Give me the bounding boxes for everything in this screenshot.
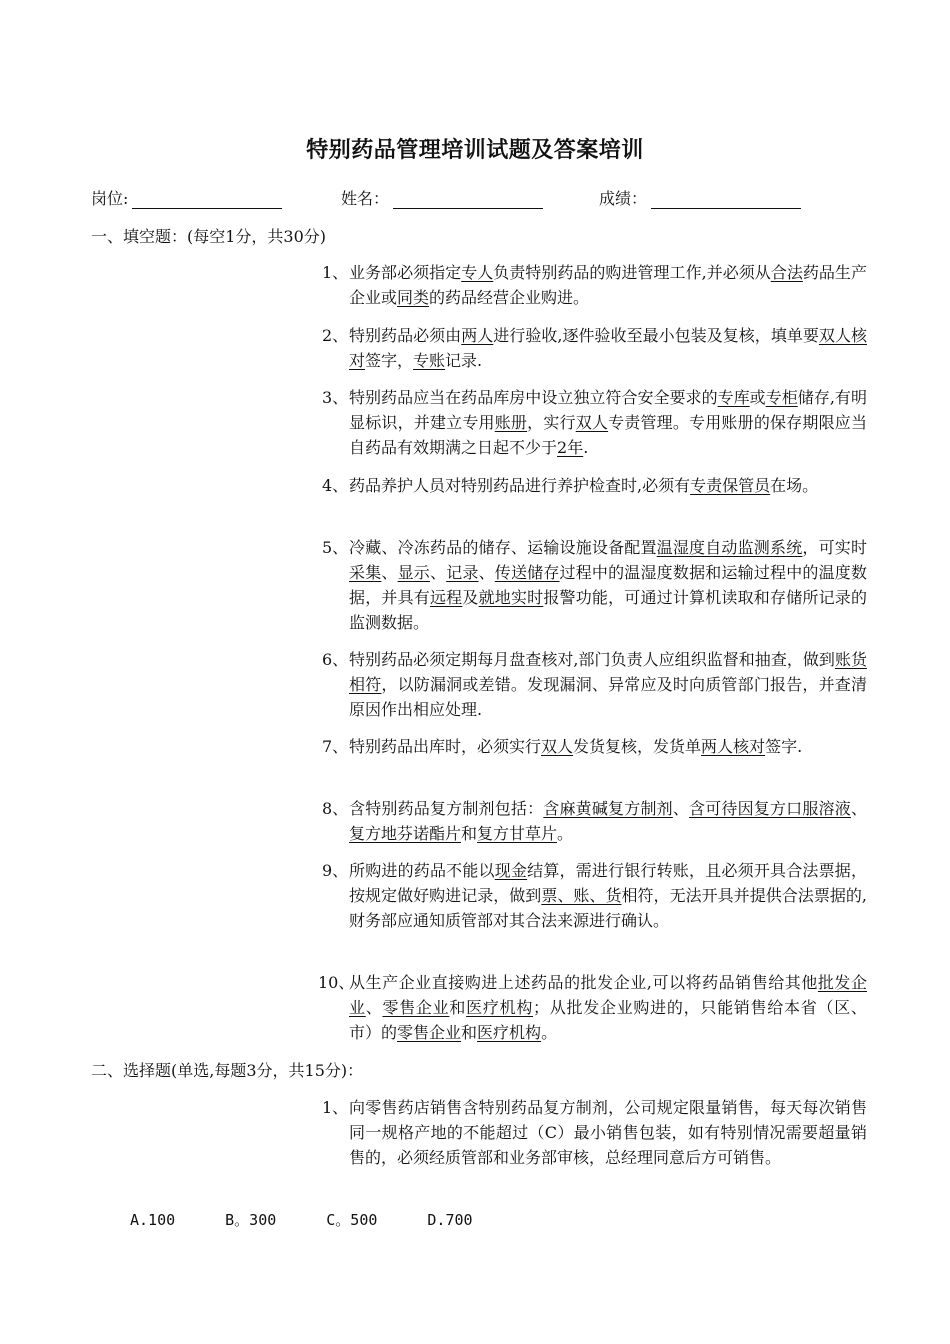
question-text: 特别药品必须由两人进行验收,逐件验收至最小包装及复核，填单要双人核对签字，专账记录. <box>349 326 867 370</box>
question-4 <box>322 473 867 498</box>
question-9 <box>322 858 867 933</box>
position-field <box>91 186 282 209</box>
answer: 合法 <box>770 263 803 282</box>
page-title: 特别药品管理培训试题及答案培训 <box>306 138 644 163</box>
answer: 票、账、货 <box>541 886 622 905</box>
option-a: A.100 <box>130 1211 176 1229</box>
answer: 记录 <box>446 563 479 582</box>
answer: 专库 <box>717 388 750 407</box>
name-label: 姓名： <box>341 189 390 208</box>
question-number: 8、 <box>322 799 349 818</box>
question-text: 业务部必须指定专人负责特别药品的购进管理工作,并必须从合法药品生产企业或同类的药品经营企业购进。 <box>349 263 867 307</box>
question-2 <box>322 323 867 373</box>
question-text: 冷藏、冷冻药品的储存、运输设施设备配置温湿度自动监测系统，可实时采集、显示、记录、传送储存过程中的温湿度数据和运输过程中的温度数据，并具有远程及就地实时报警功能，可通过计算机读取和存储所记录的监测数据。 <box>349 538 867 632</box>
choice-options <box>130 1209 523 1230</box>
answer: 医疗机构 <box>466 998 534 1017</box>
choice-question-1 <box>322 1095 867 1170</box>
question-text: 含特别药品复方制剂包括：含麻黄碱复方制剂、含可待因复方口服溶液、复方地芬诺酯片和复方甘草片。 <box>349 799 867 843</box>
question-number: 1、 <box>322 263 349 282</box>
question-number: 9、 <box>322 861 349 880</box>
position-blank <box>132 192 282 209</box>
option-c: C。500 <box>326 1211 378 1229</box>
answer: 采集 <box>349 563 382 582</box>
answer: 现金 <box>494 861 528 880</box>
question-number: 1、 <box>322 1098 349 1117</box>
position-label: 岗位: <box>91 189 129 208</box>
answer: 两人核对 <box>701 737 766 756</box>
question-10 <box>318 970 867 1045</box>
answer: 双人 <box>541 737 574 756</box>
score-blank <box>651 192 801 209</box>
question-number: 6、 <box>322 650 349 669</box>
answer: 医疗机构 <box>477 1023 542 1042</box>
option-b: B。300 <box>225 1211 277 1229</box>
section-choice-heading: 二、选择题(单选,每题3分，共15分)： <box>91 1061 364 1080</box>
question-text: 特别药品必须定期每月盘查核对,部门负责人应组织监督和抽查，做到账货相符，以防漏洞或差错。发现漏洞、异常应及时向质管部门报告，并查清原因作出相应处理. <box>349 650 867 719</box>
answer: 批发企业 <box>349 973 867 1017</box>
answer: 专责保管员 <box>690 476 771 495</box>
answer: 零售企业 <box>397 1023 462 1042</box>
info-row <box>91 186 871 210</box>
question-8 <box>322 796 867 846</box>
score-field <box>599 186 801 209</box>
question-3 <box>322 385 867 460</box>
question-number: 2、 <box>322 326 349 345</box>
question-7 <box>322 734 867 759</box>
question-text: 特别药品出库时，必须实行双人发货复核，发货单两人核对签字. <box>349 737 803 756</box>
question-text: 从生产企业直接购进上述药品的批发企业,可以将药品销售给其他批发企业、零售企业和医疗机构；从批发企业购进的，只能销售给本省（区、市）的零售企业和医疗机构。 <box>349 973 867 1042</box>
answer: 零售企业 <box>382 998 450 1017</box>
answer: 专账 <box>413 351 446 370</box>
score-label: 成绩： <box>599 189 648 208</box>
question-text: 药品养护人员对特别药品进行养护检查时,必须有专责保管员在场。 <box>349 476 819 495</box>
question-number: 3、 <box>322 388 349 407</box>
section-fill-in-heading: 一、填空题：(每空1分，共30分) <box>91 227 327 246</box>
question-text: 所购进的药品不能以现金结算，需进行银行转账，且必须开具合法票据，按规定做好购进记录，做到票、账、货相符，无法开具并提供合法票据的,财务部应通知质管部对其合法来源进行确认。 <box>349 861 867 930</box>
question-1 <box>322 260 867 310</box>
question-number: 5、 <box>322 538 349 557</box>
question-text: 特别药品应当在药品库房中设立独立符合安全要求的专库或专柜储存,有明显标识，并建立专用账册，实行双人专责管理。专用账册的保存期限应当自药品有效期满之日起不少于2年. <box>349 388 867 457</box>
option-d: D.700 <box>427 1211 473 1229</box>
answer: 账册 <box>494 413 528 432</box>
name-blank <box>393 192 543 209</box>
answer: 就地实时 <box>478 588 544 607</box>
question-number: 10、 <box>318 973 355 992</box>
answer: 复方地芬诺酯片 <box>349 824 462 843</box>
answer: 传送储存 <box>494 563 560 582</box>
question-number: 4、 <box>322 476 349 495</box>
answer: 含可待因复方口服溶液 <box>689 799 851 818</box>
answer: 双人核对 <box>349 326 867 370</box>
answer: 双人 <box>575 413 609 432</box>
answer: 显示 <box>397 563 430 582</box>
answer: 同类 <box>397 288 430 307</box>
answer: 两人 <box>461 326 494 345</box>
question-text: 向零售药店销售含特别药品复方制剂，公司规定限量销售，每天每次销售同一规格产地的不能超过（C）最小销售包装，如有特别情况需要超量销售的，必须经质管部和业务部审核，总经理同意后方可销售。 <box>349 1098 867 1167</box>
question-number: 7、 <box>322 737 349 756</box>
answer: 复方甘草片 <box>477 824 558 843</box>
answer: 温湿度自动监测系统 <box>656 538 803 557</box>
answer: 2年 <box>557 438 584 457</box>
answer: 账货相符 <box>349 650 867 694</box>
answer: 含麻黄碱复方制剂 <box>543 799 673 818</box>
answer: 远程 <box>429 588 463 607</box>
name-field <box>341 186 543 209</box>
question-5 <box>322 535 867 635</box>
question-6 <box>322 647 867 722</box>
answer: 专柜 <box>765 388 798 407</box>
answer: 专人 <box>461 263 494 282</box>
